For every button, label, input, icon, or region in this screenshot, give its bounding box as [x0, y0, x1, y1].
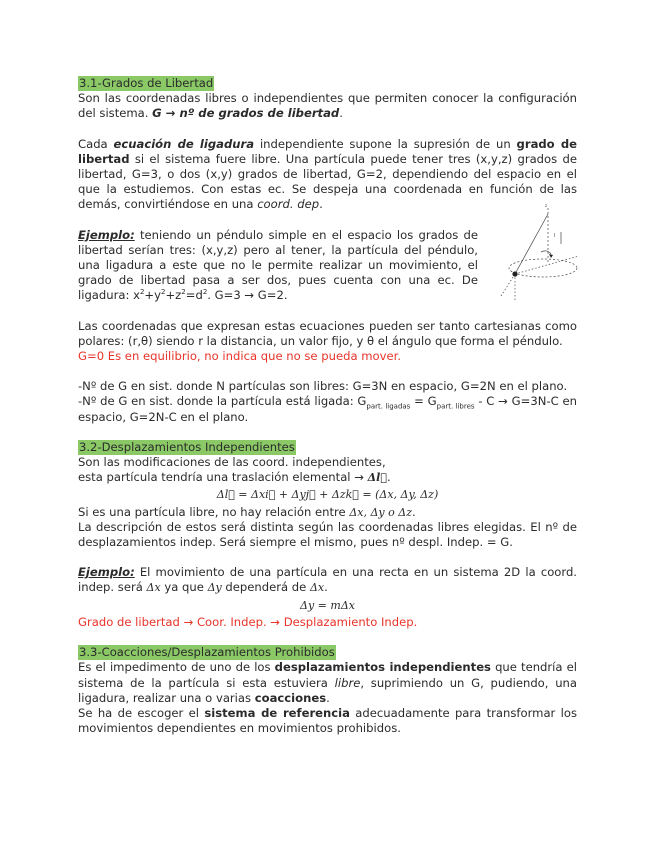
svg-text:z: z [545, 203, 548, 208]
paragraph-example-line: Ejemplo: El movimiento de una partícula en una recta en un sistema 2D la coord. indep. será Δx ya que Δy dependerá de Δx. [78, 565, 577, 595]
section-3-2 [78, 440, 577, 630]
section-3-1 [78, 76, 577, 425]
paragraph-coacciones: Es el impedimento de uno de los desplazamientos independientes que tendría el sistema de la partícula si esta estuviera libre, suprimiendo un G, pudiendo, una ligadura, realizar una o varias coacciones. [78, 660, 577, 705]
g-definition: G → nº de grados de libertad [152, 106, 340, 121]
section-title-3-2: 3.2-Desplazamientos Independientes [79, 439, 295, 454]
paragraph-free-particle: Si es una partícula libre, no hay relación entre Δx, Δy o Δz. [78, 504, 416, 519]
equation-line: Δy = mΔx [300, 598, 355, 612]
section-title-3-3: 3.3-Coacciones/Desplazamientos Prohibidos [79, 645, 335, 660]
section-3-3 [78, 645, 577, 736]
paragraph-reference-system: Se ha de escoger el sistema de referencia adecuadamente para transformar los movimientos dependientes en movimientos prohibidos. [78, 705, 578, 736]
section-title-3-1: 3.1-Grados de Libertad [79, 76, 214, 90]
note-chain: Grado de libertad → Coor. Indep. → Desplazamiento Indep. [78, 614, 418, 629]
paragraph-example-pendulum: Ejemplo: teniendo un péndulo simple en el espacio los grados de libertad serían tres: (x,y,z) pero al tener, la partícula del péndulo, una ligadura a este que no le permite realizar un movimiento, el grado de libertad pasa a ser dos, pues cuenta con una ec. De ligadura: $x^2+y^2+z^2=d^2$. G=3 → G=2. [78, 227, 478, 303]
pendulum-diagram-icon [493, 204, 581, 304]
paragraph-description: La descripción de estos será distinta según las coordenadas libres elegidas. El nº de desplazamientos indep. Será siempre el mismo, pues nº despl. Indep. = G. [78, 519, 577, 550]
equation-displacement: Δl⃗ = Δxi⃗ + Δyj⃗ + Δzk⃗ = (Δx, Δy, Δz) [216, 488, 439, 502]
paragraph-translation: esta partícula tendría una traslación elemental → Δl⃗. [78, 470, 391, 485]
note-equilibrium: G=0 Es en equilibrio, no indica que no se pueda mover. [78, 349, 401, 364]
list-item-free: -Nº de G en sist. donde N partículas son libres: G=3N en espacio, G=2N en el plano. [78, 379, 568, 394]
paragraph-modifications: Son las modificaciones de las coord. independientes, [78, 455, 386, 470]
paragraph-definition: Son las coordenadas libres o independientes que permiten conocer la configuración del sistema. G → nº de grados de libertad. [78, 91, 577, 121]
example-pendulum-block [78, 203, 577, 304]
svg-text:l: l [554, 232, 556, 239]
list-item-bound: -Nº de G en sist. donde la partícula está ligada: $G_{part. ligadas} = G_{part. libres} - C \to G=3N-C$ en espacio, G=2N-C en el plano. [78, 394, 577, 424]
paragraph-ligadura: Cada ecuación de ligadura independiente supone la supresión de un grado de libertad si el sistema fuere libre. Una partícula puede tener tres (x,y,z) grados de libertad, G=3, o dos (x,y) grados de libertad, G=2, dependiendo del espacio en el que la estudiemos. Con estas ec. Se despeja una coordenada en función de las demás, convirtiéndose en una coord. dep. [78, 136, 578, 212]
paragraph-coordinates: Las coordenadas que expresan estas ecuaciones pueden ser tanto cartesianas como polares: (r,θ) siendo r la distancia, un valor fijo, y θ el ángulo que forma el péndulo. [78, 318, 577, 348]
